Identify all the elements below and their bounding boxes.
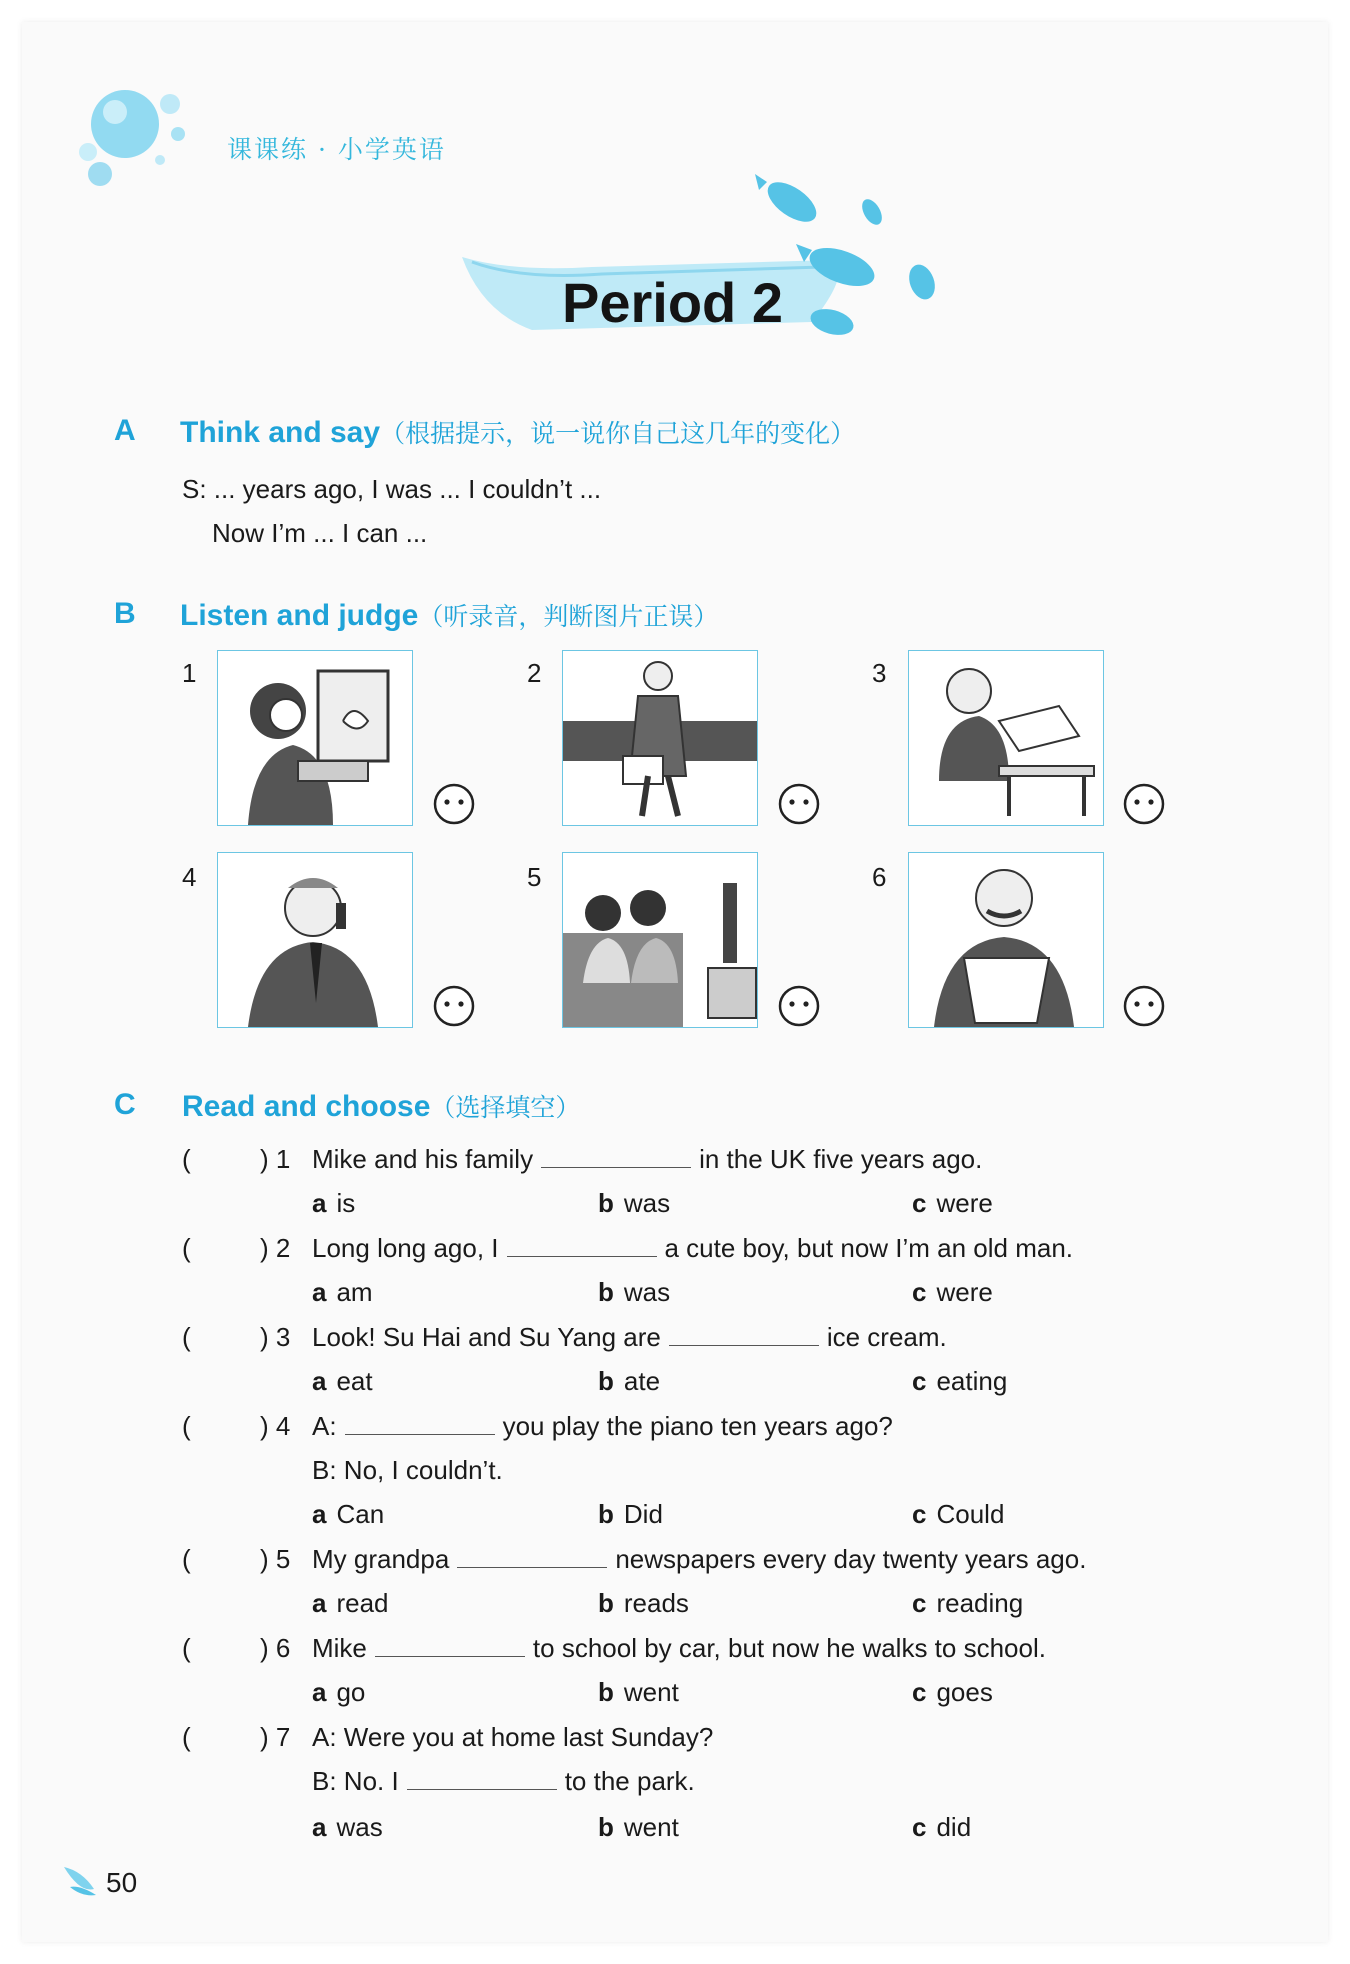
answer-paren[interactable]: (	[182, 1144, 191, 1174]
question-number: ) 4	[260, 1411, 291, 1441]
question-reply: B: No, I couldn’t.	[312, 1455, 503, 1485]
section-a-subtitle: （根据提示，说一说你自己这几年的变化）	[380, 419, 856, 448]
option-letter: a	[312, 1499, 327, 1529]
option-text: were	[936, 1188, 993, 1218]
picture-number: 3	[872, 658, 887, 688]
option-letter: a	[312, 1366, 327, 1396]
option-b[interactable]	[598, 1588, 689, 1619]
option-letter: c	[912, 1499, 927, 1529]
answer-blank	[669, 1323, 819, 1346]
answer-paren[interactable]: (	[182, 1411, 191, 1441]
option-b[interactable]	[598, 1499, 663, 1530]
option-text: reads	[623, 1588, 689, 1618]
option-text: am	[336, 1277, 373, 1307]
option-text: is	[336, 1188, 356, 1218]
question-number: ) 1	[260, 1144, 291, 1174]
option-a[interactable]	[312, 1366, 373, 1397]
question-before: Mike	[312, 1633, 367, 1663]
option-text: Could	[936, 1499, 1005, 1529]
girl-computer-picture	[217, 650, 413, 826]
option-text: was	[623, 1188, 671, 1218]
option-a[interactable]	[312, 1499, 384, 1530]
section-b-title-text: Listen and judge	[180, 599, 419, 632]
question-reply	[312, 1766, 695, 1797]
question-number: ) 2	[260, 1233, 291, 1263]
section-a-title	[180, 414, 855, 450]
option-letter: c	[912, 1812, 927, 1842]
smiley-face-icon[interactable]	[1122, 782, 1166, 826]
option-text: was	[623, 1277, 671, 1307]
section-a-line-1: S: ... years ago, I was ... I couldn’t ...	[182, 474, 602, 504]
section-b-subtitle: （听录音，判断图片正误）	[418, 602, 719, 631]
option-text: eat	[336, 1366, 373, 1396]
question-number: ) 6	[260, 1633, 291, 1663]
question-after: to school by car, but now he walks to school.	[532, 1633, 1046, 1663]
question-after: you play the piano ten years ago?	[502, 1411, 893, 1441]
option-c[interactable]	[912, 1588, 1023, 1619]
option-text: was	[336, 1812, 383, 1842]
answer-paren[interactable]: (	[182, 1233, 191, 1263]
answer-blank	[541, 1145, 691, 1168]
book-title: 课课练 · 小学英语	[227, 135, 446, 164]
period-title: Period 2	[562, 271, 783, 334]
option-letter: b	[598, 1366, 614, 1396]
answer-paren[interactable]: (	[182, 1544, 191, 1574]
section-c-subtitle: （选择填空）	[430, 1093, 581, 1122]
option-letter: b	[598, 1677, 614, 1707]
bubbles-decoration-icon	[70, 82, 200, 192]
question-text: A: Were you at home last Sunday?	[312, 1722, 714, 1752]
option-letter: a	[312, 1588, 327, 1618]
option-c[interactable]	[912, 1812, 971, 1843]
smiley-face-icon[interactable]	[1122, 984, 1166, 1028]
option-c[interactable]	[912, 1188, 993, 1219]
option-text: went	[623, 1812, 679, 1842]
question-after: a cute boy, but now I’m an old man.	[664, 1233, 1074, 1263]
page-number: 50	[106, 1867, 138, 1898]
option-b[interactable]	[598, 1812, 679, 1843]
answer-blank	[375, 1634, 525, 1657]
answer-paren[interactable]: (	[182, 1322, 191, 1352]
option-letter: c	[912, 1188, 927, 1218]
question-after: ice cream.	[826, 1322, 947, 1352]
option-letter: a	[312, 1677, 327, 1707]
option-a[interactable]	[312, 1677, 365, 1708]
option-text: goes	[936, 1677, 993, 1707]
option-b[interactable]	[598, 1366, 660, 1397]
question-after: to the park.	[564, 1766, 695, 1796]
option-a[interactable]	[312, 1188, 355, 1219]
question-before: Long long ago, I	[312, 1233, 499, 1263]
picture-number: 5	[527, 862, 542, 892]
picture-number: 2	[527, 658, 542, 688]
boy-reading-picture	[908, 650, 1104, 826]
option-text: eating	[936, 1366, 1008, 1396]
option-b[interactable]	[598, 1277, 670, 1308]
option-text: read	[336, 1588, 389, 1618]
question-before: My grandpa	[312, 1544, 450, 1574]
smiley-face-icon[interactable]	[432, 782, 476, 826]
man-suitcase-picture	[562, 650, 758, 826]
smiley-face-icon[interactable]	[432, 984, 476, 1028]
option-letter: b	[598, 1588, 614, 1618]
man-phone-picture	[217, 852, 413, 1028]
feather-icon	[60, 1857, 104, 1901]
option-b[interactable]	[598, 1188, 670, 1219]
option-a[interactable]	[312, 1277, 373, 1308]
section-a-title-text: Think and say	[180, 416, 381, 449]
option-text: were	[936, 1277, 993, 1307]
question-after: newspapers every day twenty years ago.	[615, 1544, 1087, 1574]
question-number: ) 7	[260, 1722, 291, 1752]
option-a[interactable]	[312, 1588, 389, 1619]
option-b[interactable]	[598, 1677, 679, 1708]
question-text	[312, 1144, 982, 1175]
option-letter: b	[598, 1812, 614, 1842]
question-before: A:	[312, 1411, 337, 1441]
grandpa-laptop-picture	[908, 852, 1104, 1028]
option-letter: a	[312, 1812, 327, 1842]
option-letter: b	[598, 1277, 614, 1307]
option-a[interactable]	[312, 1812, 383, 1843]
option-letter: a	[312, 1188, 327, 1218]
option-c[interactable]	[912, 1366, 1007, 1397]
option-c[interactable]	[912, 1677, 993, 1708]
question-text	[312, 1411, 893, 1442]
section-b-title	[180, 597, 718, 633]
section-b-letter: B	[114, 597, 136, 630]
smiley-face-icon[interactable]	[777, 782, 821, 826]
smiley-face-icon[interactable]	[777, 984, 821, 1028]
option-letter: c	[912, 1366, 927, 1396]
option-text: reading	[936, 1588, 1024, 1618]
worksheet-page	[22, 22, 1328, 1942]
option-c[interactable]	[912, 1499, 1004, 1530]
option-text: did	[936, 1812, 972, 1842]
option-letter: a	[312, 1277, 327, 1307]
option-text: Did	[623, 1499, 663, 1529]
question-before: Mike and his family	[312, 1144, 534, 1174]
question-text	[312, 1233, 1073, 1264]
question-before: Look! Su Hai and Su Yang are	[312, 1322, 661, 1352]
option-text: Can	[336, 1499, 385, 1529]
picture-number: 6	[872, 862, 887, 892]
section-c-letter: C	[114, 1088, 136, 1121]
question-text	[312, 1633, 1046, 1664]
girls-tv-picture	[562, 852, 758, 1028]
answer-paren[interactable]: (	[182, 1633, 191, 1663]
option-letter: c	[912, 1588, 927, 1618]
question-text	[312, 1544, 1086, 1575]
answer-blank	[345, 1412, 495, 1435]
section-c-title	[182, 1088, 580, 1124]
option-letter: c	[912, 1277, 927, 1307]
answer-blank	[507, 1234, 657, 1257]
answer-paren[interactable]: (	[182, 1722, 191, 1752]
option-letter: b	[598, 1188, 614, 1218]
question-after: in the UK five years ago.	[699, 1144, 983, 1174]
question-text	[312, 1322, 947, 1353]
option-c[interactable]	[912, 1277, 993, 1308]
section-c-title-text: Read and choose	[182, 1090, 431, 1123]
section-a-letter: A	[114, 414, 136, 447]
question-number: ) 3	[260, 1322, 291, 1352]
picture-number: 1	[182, 658, 197, 688]
question-number: ) 5	[260, 1544, 291, 1574]
option-text: ate	[623, 1366, 661, 1396]
question-before: B: No. I	[312, 1766, 399, 1796]
answer-blank	[457, 1545, 607, 1568]
section-a-line-2: Now I’m ... I can ...	[212, 518, 428, 548]
option-text: go	[336, 1677, 366, 1707]
option-letter: b	[598, 1499, 614, 1529]
answer-blank	[407, 1767, 557, 1790]
picture-number: 4	[182, 862, 197, 892]
option-text: went	[623, 1677, 679, 1707]
option-letter: c	[912, 1677, 927, 1707]
